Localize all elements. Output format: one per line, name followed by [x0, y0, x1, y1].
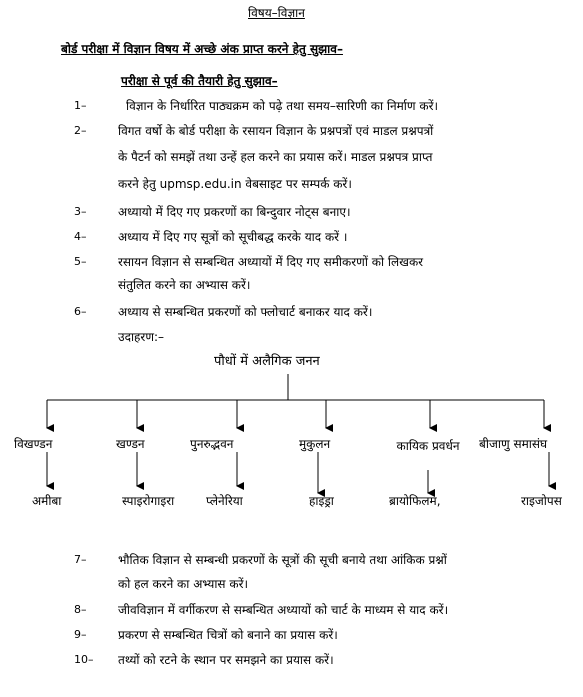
- list-item-text: प्रकरण से सम्बन्धित चित्रों को बनाने का प्रयास करें।: [118, 628, 338, 642]
- subject-title: विषय–विज्ञान: [248, 6, 305, 20]
- example-organism: राइजोपस: [521, 494, 562, 508]
- list-item-number: 6–: [74, 305, 87, 318]
- main-heading: बोर्ड परीक्षा में विज्ञान विषय में अच्छे अंक प्राप्त करने हेतु सुझाव–: [61, 42, 343, 56]
- list-item-text: भौतिक विज्ञान से सम्बन्धी प्रकरणों के सूत्रों की सूची बनाये तथा आंकिक प्रश्नों: [118, 553, 447, 567]
- example-organism: अमीबा: [32, 494, 62, 508]
- list-item-number: 4–: [74, 230, 87, 243]
- example-label: उदाहरण:–: [118, 330, 165, 344]
- list-item-text: करने हेतु upmsp.edu.in वेबसाइट पर सम्पर्क करें।: [118, 177, 352, 191]
- list-item-number: 8–: [74, 603, 87, 616]
- list-item-number: 5–: [74, 255, 87, 268]
- category-label: पुनरुद्भवन: [190, 437, 234, 451]
- diagram-root: पौधों में अलैगिक जनन: [214, 354, 320, 369]
- sub-heading: परीक्षा से पूर्व की तैयारी हेतु सुझाव–: [121, 74, 278, 88]
- list-item-text: अध्याय से सम्बन्धित प्रकरणों को फ्लोचार्ट बनाकर याद करें।: [118, 305, 373, 319]
- list-item-text: के पैटर्न को समझें तथा उन्हें हल करने का प्रयास करें। माडल प्रश्नपत्र प्राप्त: [118, 150, 433, 164]
- list-item-text: विज्ञान के निर्धारित पाठ्यक्रम को पढ़े तथा समय–सारिणी का निर्माण करें।: [126, 99, 439, 113]
- list-item-number: 7–: [74, 553, 87, 566]
- list-item-number: 10–: [74, 653, 94, 666]
- category-label: खण्डन: [116, 437, 145, 451]
- list-item-text: जीवविज्ञान में वर्गीकरण से सम्बन्धित अध्यायों को चार्ट के माध्यम से याद करें।: [118, 603, 449, 617]
- example-organism: स्पाइरोगाइरा: [122, 494, 175, 508]
- category-label: विखण्डन: [14, 437, 53, 451]
- category-label: मुकुलन: [299, 437, 331, 451]
- category-label: कायिक प्रवर्धन: [396, 439, 460, 453]
- list-item-number: 1–: [74, 99, 87, 112]
- example-organism: प्लेनेरिया: [206, 494, 243, 508]
- list-item-text: तथ्यों को रटने के स्थान पर समझने का प्रयास करें।: [118, 653, 334, 667]
- list-item-text: अध्याय में दिए गए सूत्रों को सूचीबद्ध करके याद करें ।: [118, 230, 348, 244]
- example-organism: ब्रायोफिलम,: [389, 494, 441, 508]
- list-item-number: 9–: [74, 628, 87, 641]
- category-label: बीजाणु समासंघ: [479, 437, 548, 451]
- list-item-text: संतुलित करने का अभ्यास करें।: [118, 278, 251, 292]
- list-item-number: 2–: [74, 124, 87, 137]
- list-item-text: को हल करने का अभ्यास करें।: [118, 577, 249, 591]
- list-item-text: रसायन विज्ञान से सम्बन्धित अध्यायों में दिए गए समीकरणों को लिखकर: [118, 255, 424, 269]
- example-organism: हाइड्रा: [309, 494, 334, 508]
- list-item-text: विगत वर्षो के बोर्ड परीक्षा के रसायन विज्ञान के प्रश्नपत्रों एवं माडल प्रश्नपत्रों: [118, 124, 434, 138]
- list-item-text: अध्यायो में दिए गए प्रकरणों का बिन्दुवार नोट्स बनाए।: [118, 205, 351, 219]
- list-item-number: 3–: [74, 205, 87, 218]
